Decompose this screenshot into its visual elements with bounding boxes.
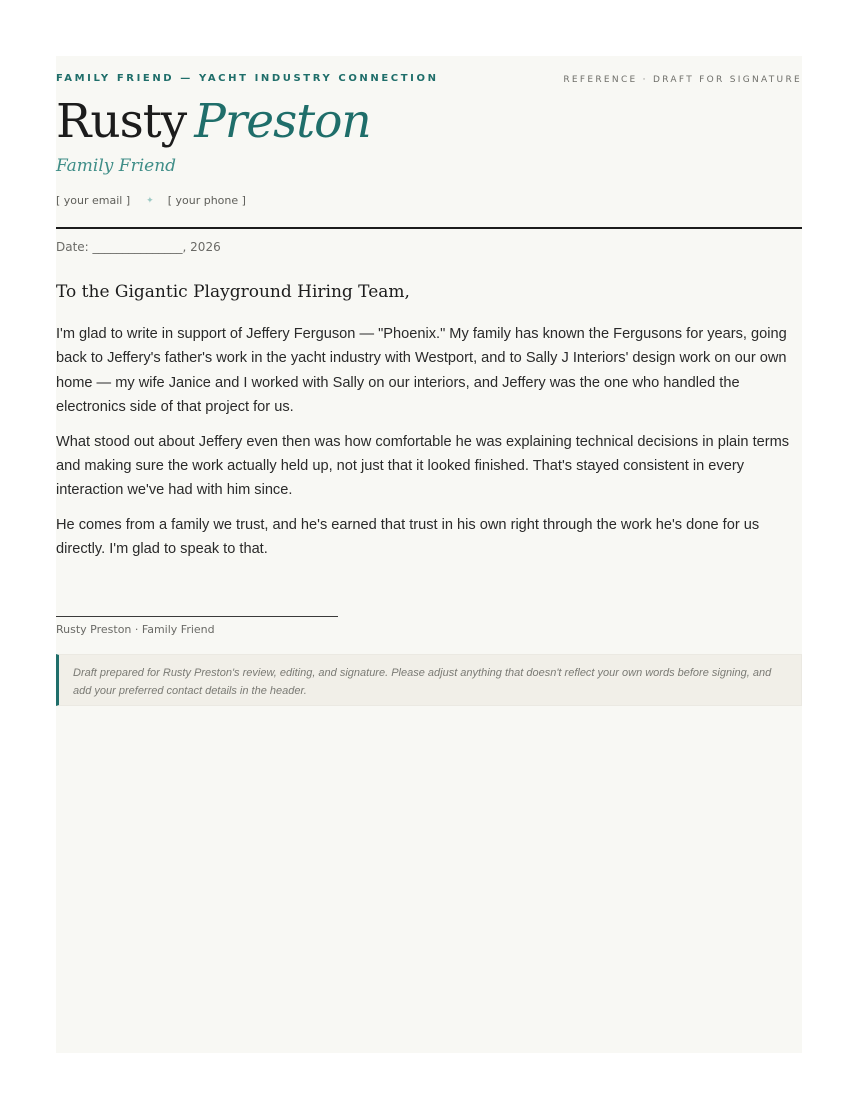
letter-date: Date: _______________, 2026: [56, 240, 221, 254]
sparkle-separator-icon: ✦: [146, 195, 154, 206]
header-divider: [56, 227, 802, 229]
author-first-name: Rusty: [56, 94, 187, 149]
body-paragraph: He comes from a family we trust, and he's earned that trust in his own right through the work he's done for us directly. I'm glad to speak to that.: [56, 516, 760, 558]
email-placeholder: [ your email ]: [56, 194, 131, 207]
draft-note-text: Draft prepared for Rusty Preston's review, editing, and signature. Please adjust anything that doesn't reflect your own words before signing, and add your preferred contact details in the header.: [73, 667, 772, 697]
phone-placeholder: [ your phone ]: [167, 194, 246, 207]
signature-line: [56, 616, 338, 617]
body-paragraph: What stood out about Jeffery even then was how comfortable he was explaining technical decisions in plain terms and making sure the work actually held up, not just that it looked finished. That's stayed consistent in every interaction we've had with him since.: [56, 433, 790, 499]
header-kicker: FAMILY FRIEND — YACHT INDUSTRY CONNECTION: [56, 73, 439, 84]
letter-salutation: To the Gigantic Playground Hiring Team,: [56, 282, 410, 302]
author-name: [56, 94, 371, 150]
draft-note: [56, 654, 802, 706]
body-paragraph: I'm glad to write in support of Jeffery Ferguson — "Phoenix." My family has known the Fergusons for years, going back to Jeffery's father's work in the yacht industry with Westport, and to Sally J Interiors' design work on our own home — my wife Janice and I worked with Sally on our interiors, and Jeffery was the one who handled the electronics side of that project for us.: [56, 326, 787, 416]
letter-body: [56, 322, 802, 572]
signature-caption: Rusty Preston · Family Friend: [56, 623, 215, 636]
letter-page: [56, 56, 802, 1053]
draft-status-label: REFERENCE · DRAFT FOR SIGNATURE: [563, 75, 802, 85]
contact-line: [56, 194, 246, 207]
author-role: Family Friend: [56, 156, 177, 176]
author-last-name: Preston: [194, 94, 371, 149]
